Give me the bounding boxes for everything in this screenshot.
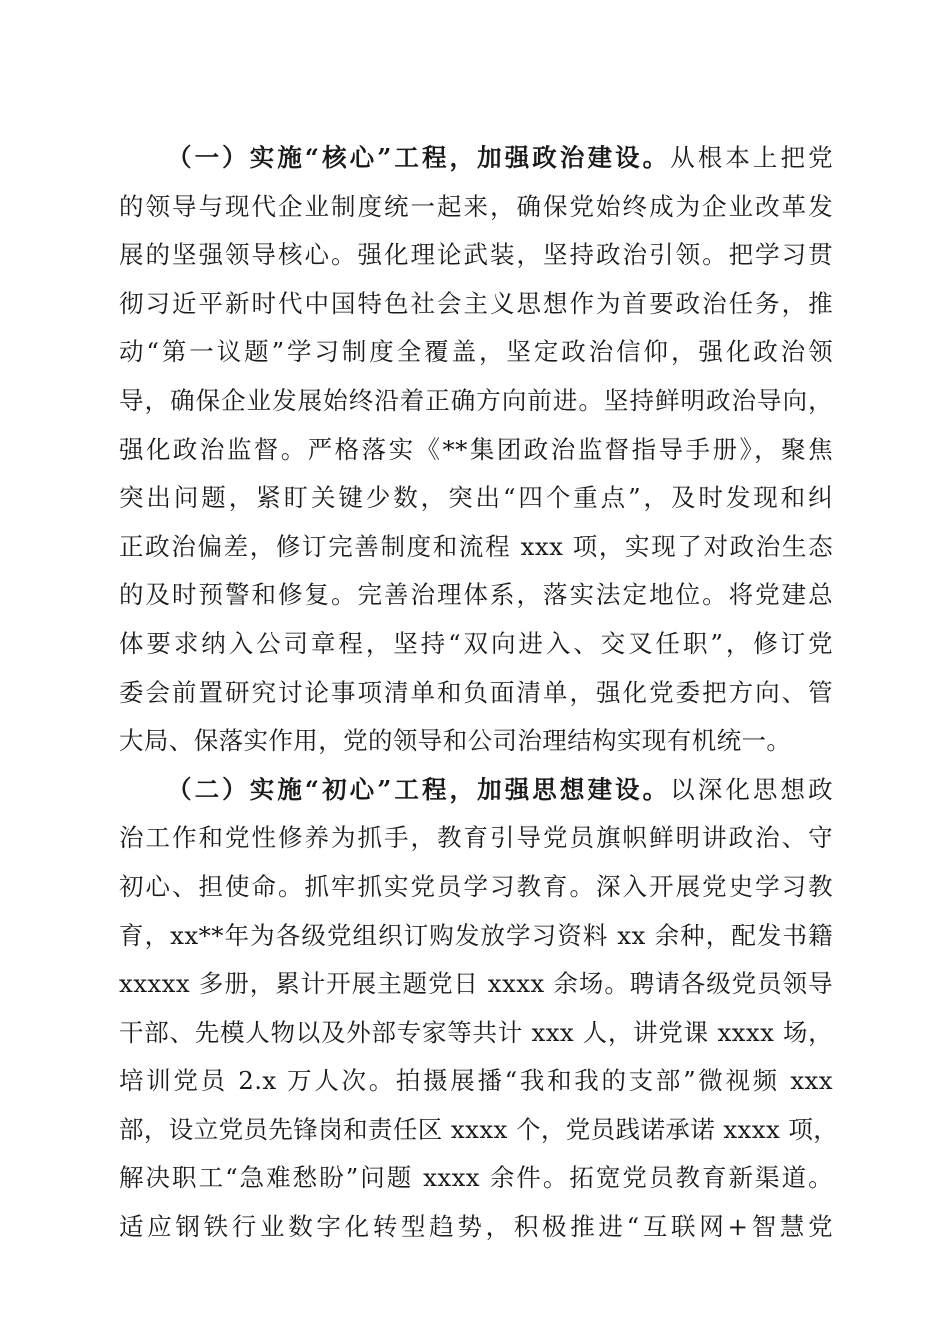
section1-line: 展的坚强领导核心。强化理论武装，坚持政治引领。把学习贯 bbox=[119, 240, 833, 270]
section2-line: 干部、先模人物以及外部专家等共计 xxx 人，讲党课 xxxx 场， bbox=[119, 1017, 833, 1047]
section1-first-line-rest: 从根本上把党 bbox=[670, 143, 833, 172]
section1-line: 突出问题，紧盯关键少数，突出“四个重点”，及时发现和纠 bbox=[119, 483, 833, 513]
section2-heading: （二）实施“初心”工程，加强思想建设。 bbox=[167, 774, 671, 804]
section1-line: 大局、保落实作用，党的领导和公司治理结构实现有机统一。 bbox=[119, 726, 792, 756]
section1-line: 导，确保企业发展始终沿着正确方向前进。坚持鲜明政治导向， bbox=[119, 385, 833, 415]
document-page bbox=[119, 134, 839, 1252]
section2-line: 培训党员 2.x 万人次。拍摄展播“我和我的支部”微视频 xxx bbox=[119, 1066, 833, 1096]
section2-line: 初心、担使命。抓牢抓实党员学习教育。深入开展党史学习教 bbox=[119, 871, 833, 901]
section1-line: 体要求纳入公司章程，坚持“双向进入、交叉任职”，修订党 bbox=[119, 628, 833, 658]
section1-first-line bbox=[119, 134, 833, 183]
section2-line: 部，设立党员先锋岗和责任区 xxxx 个，党员践诺承诺 xxxx 项， bbox=[119, 1114, 839, 1144]
section2-line: 解决职工“急难愁盼”问题 xxxx 余件。拓宽党员教育新渠道。 bbox=[119, 1163, 833, 1193]
section1-line: 彻习近平新时代中国特色社会主义思想作为首要政治任务，推 bbox=[119, 288, 833, 318]
section1-line: 委会前置研究讨论事项清单和负面清单，强化党委把方向、管 bbox=[119, 677, 833, 707]
section2-line: 治工作和党性修养为抓手，教育引导党员旗帜鲜明讲政治、守 bbox=[119, 823, 833, 853]
section2-line: 适应钢铁行业数字化转型趋势，积极推进“互联网+智慧党 bbox=[119, 1212, 833, 1242]
section1-heading: （一）实施“核心”工程，加强政治建设。 bbox=[167, 143, 671, 172]
section1-line: 正政治偏差，修订完善制度和流程 xxx 项，实现了对政治生态 bbox=[119, 531, 833, 561]
section2-first-line-rest: 以深化思想政 bbox=[670, 774, 833, 804]
section1-line: 动“第一议题”学习制度全覆盖，坚定政治信仰，强化政治领 bbox=[119, 337, 833, 367]
section2-first-line bbox=[119, 766, 833, 815]
section2-line: 育，xx**年为各级党组织订购发放学习资料 xx 余种，配发书籍 bbox=[119, 920, 833, 950]
section1-line: 的及时预警和修复。完善治理体系，落实法定地位。将党建总 bbox=[119, 580, 833, 610]
section1-line: 强化政治监督。严格落实《**集团政治监督指导手册》，聚焦 bbox=[119, 434, 833, 464]
section2-line: xxxxx 多册，累计开展主题党日 xxxx 余场。聘请各级党员领导 bbox=[119, 969, 833, 999]
section1-line: 的领导与现代企业制度统一起来，确保党始终成为企业改革发 bbox=[119, 191, 833, 221]
